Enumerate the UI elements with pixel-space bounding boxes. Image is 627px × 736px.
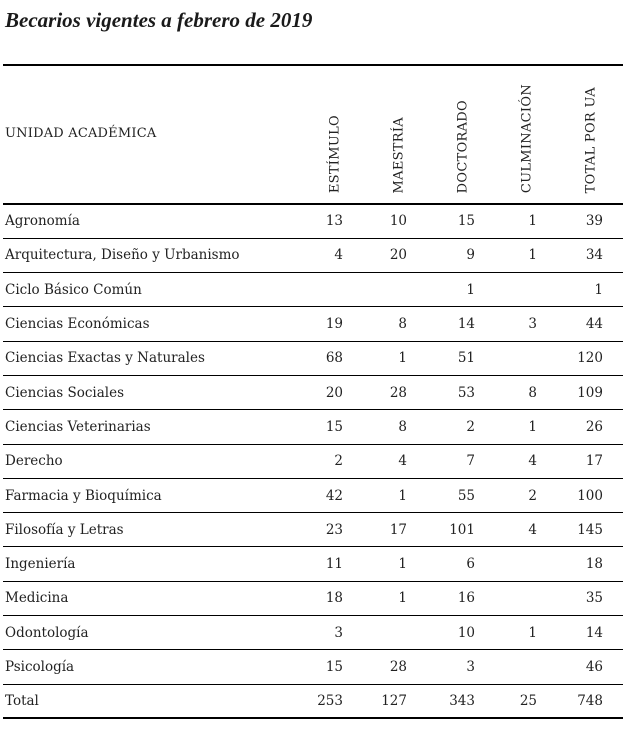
cell-maestria: 8	[367, 410, 431, 444]
table-row	[3, 204, 623, 238]
cell-unidad: Ciencias Veterinarias	[3, 410, 303, 444]
cell-estimulo	[303, 273, 367, 307]
table-row	[3, 307, 623, 341]
table-total-row	[3, 684, 623, 718]
cell-unidad: Arquitectura, Diseño y Urbanismo	[3, 238, 303, 272]
cell-doctorado: 7	[431, 444, 495, 478]
cell-total: 14	[559, 616, 623, 650]
cell-doctorado: 6	[431, 547, 495, 581]
cell-maestria	[367, 616, 431, 650]
cell-culminacion: 4	[495, 513, 559, 547]
table-row	[3, 444, 623, 478]
cell-maestria: 1	[367, 341, 431, 375]
cell-culminacion: 4	[495, 444, 559, 478]
table-row	[3, 616, 623, 650]
cell-maestria: 28	[367, 650, 431, 684]
cell-doctorado: 16	[431, 581, 495, 615]
cell-total: 145	[559, 513, 623, 547]
table-header-row	[3, 65, 623, 204]
header-total-por-ua-label: TOTAL POR UA	[583, 86, 599, 193]
cell-estimulo: 15	[303, 650, 367, 684]
header-unidad-academica: UNIDAD ACADÉMICA	[3, 65, 303, 204]
cell-doctorado: 51	[431, 341, 495, 375]
cell-doctorado: 14	[431, 307, 495, 341]
cell-unidad: Farmacia y Bioquímica	[3, 478, 303, 512]
cell-unidad: Ciencias Exactas y Naturales	[3, 341, 303, 375]
cell-maestria: 20	[367, 238, 431, 272]
cell-estimulo: 23	[303, 513, 367, 547]
cell-total: 35	[559, 581, 623, 615]
cell-estimulo: 3	[303, 616, 367, 650]
cell-doctorado: 2	[431, 410, 495, 444]
cell-unidad: Ciencias Sociales	[3, 375, 303, 409]
cell-unidad: Ingeniería	[3, 547, 303, 581]
cell-doctorado: 55	[431, 478, 495, 512]
cell-culminacion: 8	[495, 375, 559, 409]
cell-unidad: Odontología	[3, 616, 303, 650]
table-row	[3, 238, 623, 272]
cell-estimulo: 13	[303, 204, 367, 238]
cell-culminacion: 25	[495, 684, 559, 718]
cell-unidad: Total	[3, 684, 303, 718]
cell-culminacion: 1	[495, 616, 559, 650]
cell-estimulo: 42	[303, 478, 367, 512]
page-title: Becarios vigentes a febrero de 2019	[5, 8, 313, 32]
header-estimulo-label: ESTÍMULO	[327, 114, 343, 193]
cell-doctorado: 1	[431, 273, 495, 307]
table-row	[3, 341, 623, 375]
table-row	[3, 410, 623, 444]
table-row	[3, 650, 623, 684]
cell-total: 120	[559, 341, 623, 375]
cell-estimulo: 2	[303, 444, 367, 478]
cell-total: 46	[559, 650, 623, 684]
cell-unidad: Agronomía	[3, 204, 303, 238]
cell-maestria	[367, 273, 431, 307]
header-estimulo	[303, 65, 367, 204]
cell-total: 17	[559, 444, 623, 478]
table-row	[3, 478, 623, 512]
cell-doctorado: 9	[431, 238, 495, 272]
table-row	[3, 273, 623, 307]
cell-total: 44	[559, 307, 623, 341]
cell-doctorado: 101	[431, 513, 495, 547]
cell-maestria: 8	[367, 307, 431, 341]
cell-culminacion	[495, 341, 559, 375]
cell-estimulo: 15	[303, 410, 367, 444]
cell-doctorado: 15	[431, 204, 495, 238]
cell-estimulo: 253	[303, 684, 367, 718]
cell-culminacion: 1	[495, 410, 559, 444]
cell-estimulo: 4	[303, 238, 367, 272]
cell-culminacion: 3	[495, 307, 559, 341]
cell-unidad: Derecho	[3, 444, 303, 478]
cell-culminacion	[495, 547, 559, 581]
becarios-table-container	[3, 64, 623, 719]
cell-doctorado: 10	[431, 616, 495, 650]
cell-total: 18	[559, 547, 623, 581]
header-total-por-ua	[559, 65, 623, 204]
header-doctorado-label: DOCTORADO	[455, 99, 471, 193]
cell-unidad: Ciclo Básico Común	[3, 273, 303, 307]
cell-doctorado: 343	[431, 684, 495, 718]
cell-total: 100	[559, 478, 623, 512]
cell-doctorado: 53	[431, 375, 495, 409]
header-maestria-label: MAESTRÍA	[391, 116, 407, 193]
table-row	[3, 375, 623, 409]
header-maestria	[367, 65, 431, 204]
cell-culminacion: 1	[495, 204, 559, 238]
cell-culminacion	[495, 650, 559, 684]
cell-culminacion: 2	[495, 478, 559, 512]
cell-total: 34	[559, 238, 623, 272]
cell-estimulo: 20	[303, 375, 367, 409]
cell-unidad: Ciencias Económicas	[3, 307, 303, 341]
cell-total: 109	[559, 375, 623, 409]
cell-total: 1	[559, 273, 623, 307]
header-culminacion-label: CULMINACIÓN	[519, 83, 535, 193]
cell-total: 39	[559, 204, 623, 238]
cell-unidad: Psicología	[3, 650, 303, 684]
cell-maestria: 127	[367, 684, 431, 718]
header-doctorado	[431, 65, 495, 204]
cell-maestria: 28	[367, 375, 431, 409]
cell-maestria: 17	[367, 513, 431, 547]
cell-estimulo: 68	[303, 341, 367, 375]
cell-maestria: 1	[367, 478, 431, 512]
cell-doctorado: 3	[431, 650, 495, 684]
cell-maestria: 1	[367, 547, 431, 581]
cell-estimulo: 18	[303, 581, 367, 615]
cell-culminacion	[495, 273, 559, 307]
table-row	[3, 581, 623, 615]
table-row	[3, 513, 623, 547]
cell-estimulo: 19	[303, 307, 367, 341]
cell-total: 748	[559, 684, 623, 718]
cell-estimulo: 11	[303, 547, 367, 581]
cell-maestria: 4	[367, 444, 431, 478]
header-culminacion	[495, 65, 559, 204]
becarios-table	[3, 64, 623, 719]
cell-unidad: Filosofía y Letras	[3, 513, 303, 547]
cell-unidad: Medicina	[3, 581, 303, 615]
cell-maestria: 10	[367, 204, 431, 238]
cell-maestria: 1	[367, 581, 431, 615]
table-row	[3, 547, 623, 581]
cell-total: 26	[559, 410, 623, 444]
cell-culminacion	[495, 581, 559, 615]
cell-culminacion: 1	[495, 238, 559, 272]
